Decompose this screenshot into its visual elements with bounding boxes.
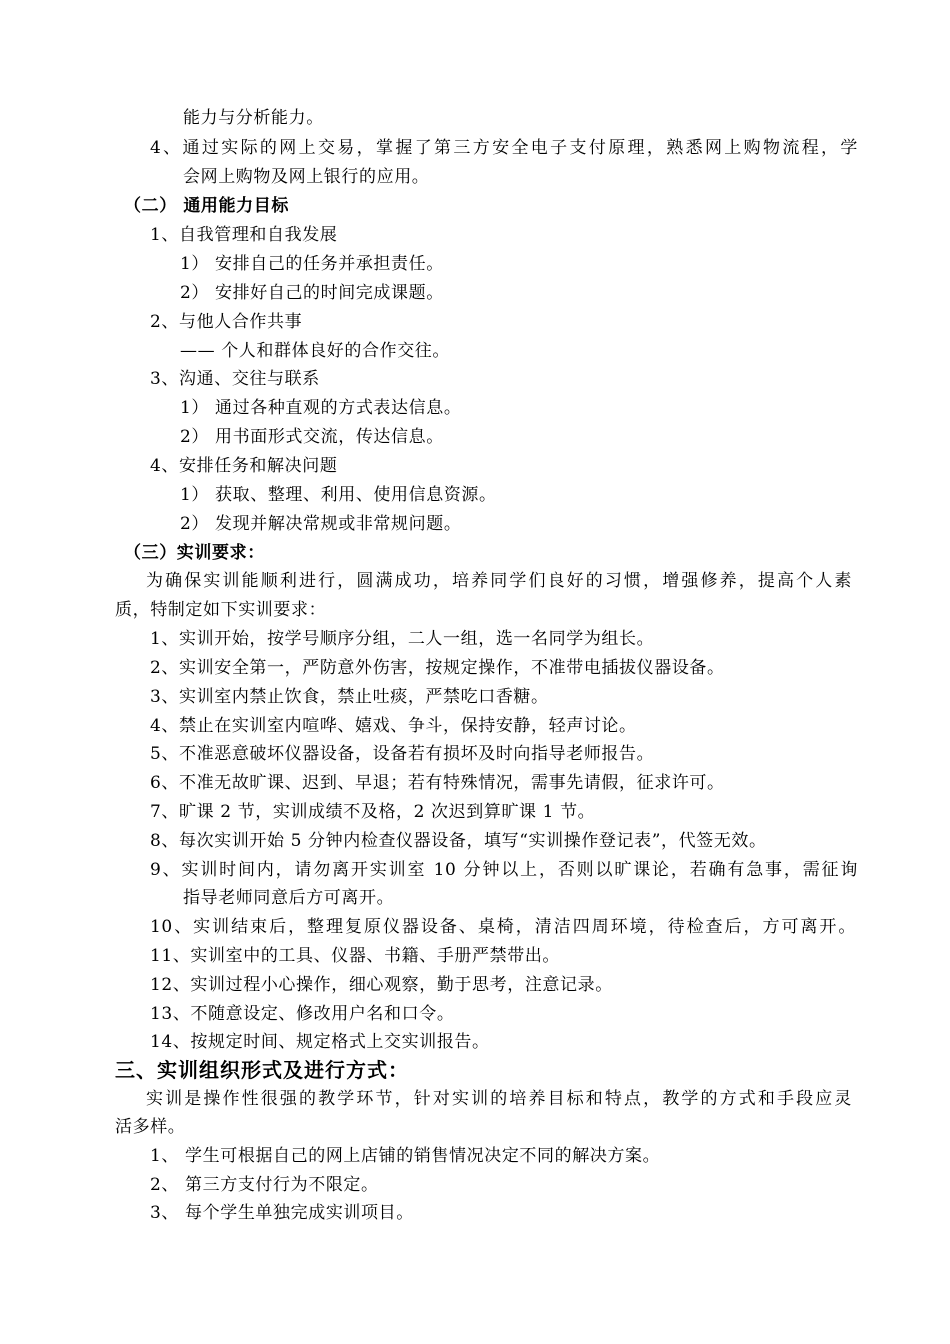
section-heading: （二） 通用能力目标: [124, 196, 289, 216]
sub-list-item: 1） 安排自己的任务并承担责任。: [180, 254, 444, 274]
list-item: 7、旷课 2 节，实训成绩不及格，2 次迟到算旷课 1 节。: [150, 802, 596, 822]
list-item: 4、安排任务和解决问题: [150, 456, 338, 476]
paragraph-line: 质，特制定如下实训要求：: [115, 600, 327, 620]
paragraph-line: 实训是操作性很强的教学环节，针对实训的培养目标和特点，教学的方式和手段应灵: [146, 1089, 852, 1109]
list-item: 3、实训室内禁止饮食，禁止吐痰，严禁吃口香糖。: [150, 687, 549, 707]
list-item: 3、 每个学生单独完成实训项目。: [150, 1203, 414, 1223]
list-item: 1、自我管理和自我发展: [150, 225, 338, 245]
list-item: 1、 学生可根据自己的网上店铺的销售情况决定不同的解决方案。: [150, 1146, 661, 1166]
list-item: 8、每次实训开始 5 分钟内检查仪器设备，填写“实训操作登记表”，代签无效。: [150, 831, 767, 851]
list-item: 10、实训结束后，整理复原仪器设备、桌椅，清洁四周环境，待检查后，方可离开。: [150, 917, 856, 937]
list-item: 1、实训开始，按学号顺序分组，二人一组，选一名同学为组长。: [150, 629, 655, 649]
list-item: 6、不准无故旷课、迟到、早退；若有特殊情况，需事先请假，征求许可。: [150, 773, 725, 793]
list-item: 11、实训室中的工具、仪器、书籍、手册严禁带出。: [150, 946, 561, 966]
chapter-heading: 三、实训组织形式及进行方式：: [115, 1058, 409, 1082]
list-item: 4、禁止在实训室内喧哗、嬉戏、争斗，保持安静，轻声讨论。: [150, 716, 637, 736]
text-line: 4、通过实际的网上交易，掌握了第三方安全电子支付原理，熟悉网上购物流程，学: [150, 138, 858, 158]
list-item: 3、沟通、交往与联系: [150, 369, 320, 389]
sub-list-item: 2） 安排好自己的时间完成课题。: [180, 283, 444, 303]
sub-list-item: 1） 获取、整理、利用、使用信息资源。: [180, 485, 497, 505]
sub-list-item: 2） 用书面形式交流，传达信息。: [180, 427, 444, 447]
list-item: 5、不准恶意破坏仪器设备，设备若有损坏及时向指导老师报告。: [150, 744, 655, 764]
section-heading: （三）实训要求：: [124, 543, 265, 563]
list-item: 2、 第三方支付行为不限定。: [150, 1175, 379, 1195]
sub-list-item: —— 个人和群体良好的合作交往。: [180, 341, 451, 361]
list-item: 13、不随意设定、修改用户名和口令。: [150, 1004, 455, 1024]
list-item-continuation: 指导老师同意后方可离开。: [183, 888, 395, 908]
list-item: 12、实训过程小心操作，细心观察，勤于思考，注意记录。: [150, 975, 613, 995]
text-line: 能力与分析能力。: [183, 108, 324, 128]
list-item: 2、实训安全第一，严防意外伤害，按规定操作，不准带电插拔仪器设备。: [150, 658, 725, 678]
sub-list-item: 2） 发现并解决常规或非常规问题。: [180, 514, 462, 534]
paragraph-line: 为确保实训能顺利进行，圆满成功，培养同学们良好的习惯，增强修养，提高个人素: [146, 571, 852, 591]
list-item: 2、与他人合作共事: [150, 312, 303, 332]
text-line: 会网上购物及网上银行的应用。: [183, 167, 430, 187]
sub-list-item: 1） 通过各种直观的方式表达信息。: [180, 398, 462, 418]
paragraph-line: 活多样。: [115, 1117, 186, 1137]
list-item: 9、实训时间内，请勿离开实训室 10 分钟以上，否则以旷课论，若确有急事，需征询: [150, 860, 858, 880]
list-item: 14、按规定时间、规定格式上交实训报告。: [150, 1032, 490, 1052]
